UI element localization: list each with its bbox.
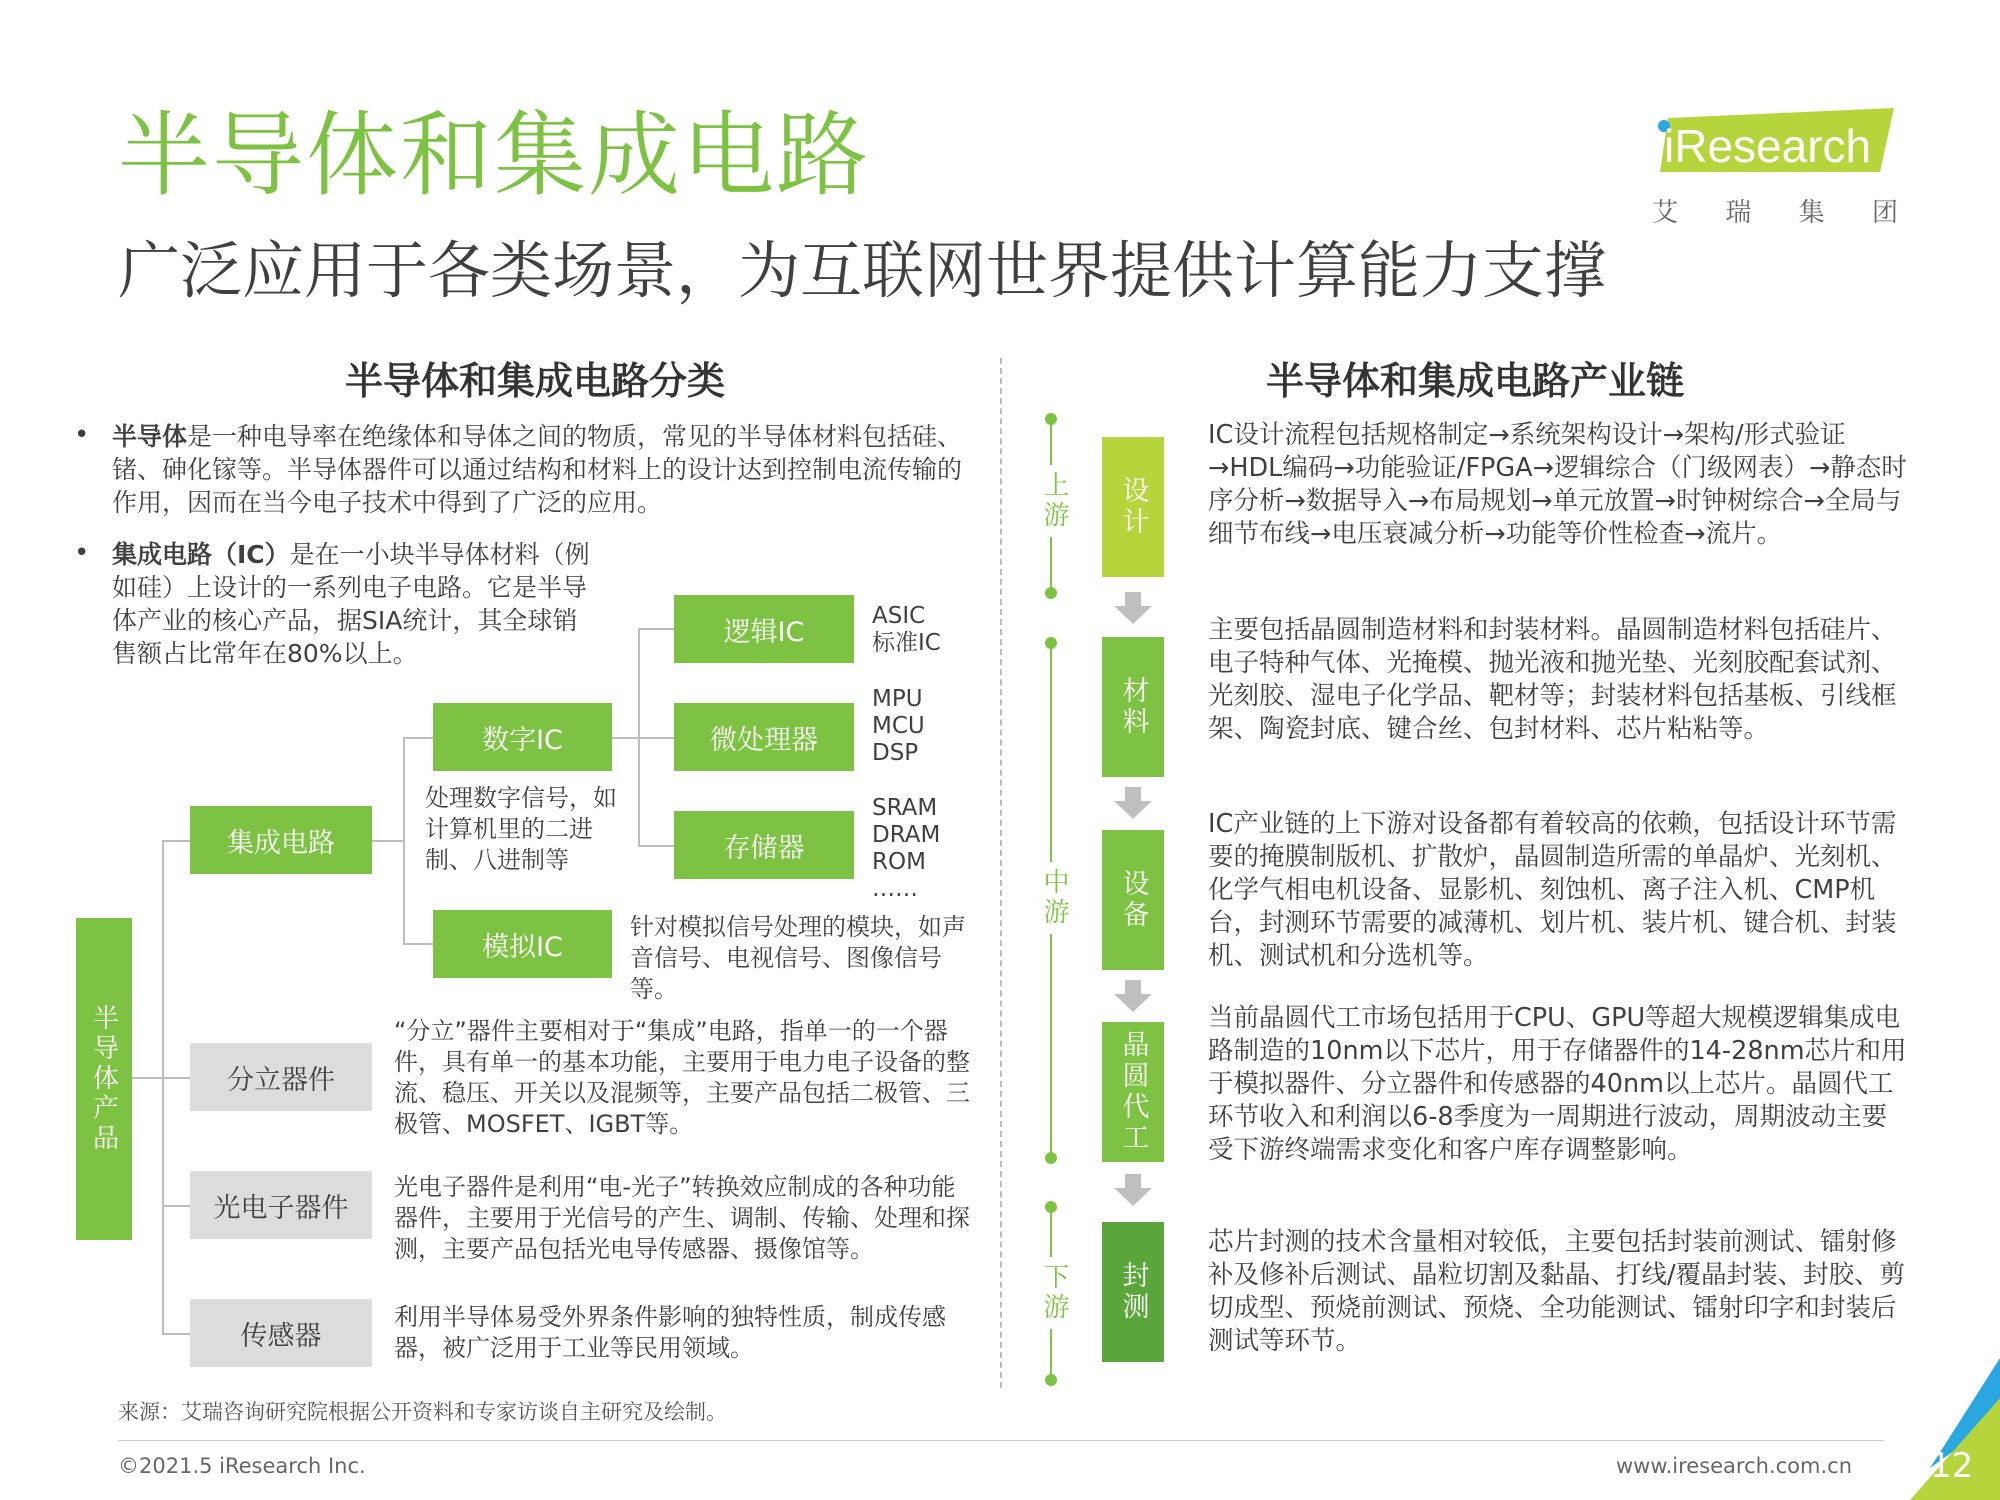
stage-dot [1045, 413, 1057, 425]
stage-dot [1045, 587, 1057, 599]
digital-ic-box: 数字IC [433, 703, 612, 771]
bullet-semiconductor [112, 420, 974, 519]
stage-downstream: 下游 [1036, 1257, 1073, 1329]
root-semiconductor-products: 半导体产品 [76, 918, 132, 1240]
footer-url: www.iresearch.com.cn [1616, 1454, 1853, 1478]
step-materials: 材料 [1102, 637, 1164, 777]
bullet-bold: 半导体 [112, 422, 188, 451]
bullet-dot: • [74, 420, 90, 450]
step-equipment: 设备 [1102, 830, 1164, 970]
connector-line [612, 737, 638, 739]
logic-ic-box: 逻辑IC [674, 595, 854, 663]
discrete-box: 分立器件 [190, 1043, 372, 1111]
bullet-bold: 集成电路（IC） [112, 540, 290, 569]
step-equipment-desc: IC产业链的上下游对设备都有着较高的依赖，包括设计环节需要的掩膜制版机、扩散炉，晶圆制造所需的单晶炉、光刻机、化学气相电机设备、显影机、刻蚀机、离子注入机、CMP机台，封测环节需要的减薄机、划片机、装片机、键合机、封装机、测试机和分选机等。 [1208, 809, 1897, 971]
sensor-box: 传感器 [190, 1299, 372, 1367]
stage-dot [1045, 1374, 1057, 1386]
bullet-ic [112, 538, 592, 670]
memory-box: 存储器 [674, 811, 854, 879]
stage-midstream: 中游 [1036, 862, 1073, 934]
right-section-title: 半导体和集成电路产业链 [1265, 359, 1684, 403]
logo-cn-char: 团 [1871, 198, 1898, 228]
bullet-dot: • [74, 538, 90, 568]
opto-desc: 光电子器件是利用“电-光子”转换效应制成的各种功能器件，主要用于光信号的产生、调制、传输、处理和探测，主要产品包括光电导传感器、摄像馆等。 [394, 1173, 970, 1263]
connector-line [162, 840, 164, 1334]
source-note: 来源：艾瑞咨询研究院根据公开资料和专家访谈自主研究及绘制。 [118, 1400, 727, 1424]
logo-text: iResearch [1664, 120, 1872, 172]
connector-line [162, 840, 190, 842]
logo-cn-char: 艾 [1652, 198, 1679, 228]
discrete-desc: “分立”器件主要相对于“集成”电路，指单一的一个器件，具有单一的基本功能，主要用于电力电子设备的整流、稳压、开关以及混频等，主要产品包括二极管、三极管、MOSFET、IGBT等。 [394, 1017, 970, 1138]
connector-line [638, 628, 674, 630]
logo-cn-char: 集 [1798, 198, 1825, 228]
step-foundry-desc: 当前晶圆代工市场包括用于CPU、GPU等超大规模逻辑集成电路制造的10nm以下芯片，用于存储器件的14-28nm芯片和用于模拟器件、分立器件和传感器的40nm以上芯片。晶圆代工环节收入和利润以6-8季度为一周期进行波动，周期波动主要受下游终端需求变化和客户库存调整影响。 [1208, 1003, 1907, 1165]
page-title: 半导体和集成电路 [118, 102, 871, 209]
logo-cn-char: 瑞 [1725, 198, 1752, 228]
bullet-text: 是一种电导率在绝缘体和导体之间的物质，常见的半导体材料包括硅、锗、砷化镓等。半导体器件可以通过结构和材料上的设计达到控制电流传输的作用，因而在当今电子技术中得到了广泛的应用。 [112, 422, 963, 517]
down-arrow-icon [1114, 787, 1152, 821]
ic-box: 集成电路 [190, 806, 372, 874]
logic-ic-items: ASIC 标准IC [872, 603, 941, 656]
step-packaging-desc: 芯片封测的技术含量相对较低，主要包括封装前测试、镭射修补及修补后测试、晶粒切割及黏晶、打线/覆晶封装、封胶、剪切成型、预烧前测试、预烧、全功能测试、镭射印字和封装后测试等环节。 [1208, 1227, 1906, 1356]
step-packaging-testing: 封测 [1102, 1222, 1164, 1362]
connector-line [372, 840, 404, 842]
analog-ic-box: 模拟IC [433, 910, 612, 978]
connector-line [162, 1077, 190, 1079]
step-foundry: 晶圆代工 [1102, 1022, 1164, 1162]
logo-cn [1652, 192, 1898, 229]
step-materials-desc: 主要包括晶圆制造材料和封装材料。晶圆制造材料包括硅片、电子特种气体、光掩模、抛光液和抛光垫、光刻胶配套试剂、光刻胶、湿电子化学品、靶材等；封装材料包括基板、引线框架、陶瓷封底、键合丝、包封材料、芯片粘粘等。 [1208, 615, 1897, 744]
sensor-desc: 利用半导体易受外界条件影响的独特性质，制成传感器，被广泛用于工业等民用领域。 [394, 1303, 946, 1362]
down-arrow-icon [1114, 592, 1152, 626]
connector-line [403, 737, 405, 945]
memory-items: SRAM DRAM ROM …… [872, 795, 941, 902]
page-number: 12 [1930, 1446, 1974, 1486]
connector-line [638, 737, 674, 739]
analog-ic-desc: 针对模拟信号处理的模块，如声音信号、电视信号、图像信号等。 [630, 913, 966, 1003]
stage-upstream: 上游 [1036, 465, 1073, 537]
step-design: 设计 [1102, 437, 1164, 577]
page-subtitle: 广泛应用于各类场景，为互联网世界提供计算能力支撑 [118, 234, 1607, 307]
digital-ic-desc: 处理数字信号，如计算机里的二进制、八进制等 [425, 784, 617, 874]
connector-line [638, 845, 674, 847]
mpu-items: MPU MCU DSP [872, 686, 925, 766]
microprocessor-box: 微处理器 [674, 703, 854, 771]
connector-line [403, 737, 433, 739]
bullet-text: 是在一小块半导体材料（例如硅）上设计的一系列电子电路。它是半导体产业的核心产品，据SIA统计，其全球销售额占比常年在80%以上。 [112, 540, 590, 668]
opto-box: 光电子器件 [190, 1171, 372, 1239]
stage-dot [1045, 1201, 1057, 1213]
connector-line [403, 943, 433, 945]
left-section-title: 半导体和集成电路分类 [344, 359, 725, 403]
connector-line [131, 1077, 163, 1079]
footer-divider [118, 1440, 1884, 1441]
down-arrow-icon [1114, 1174, 1152, 1208]
step-design-desc: IC设计流程包括规格制定→系统架构设计→架构/形式验证→HDL编码→功能验证/FPGA→逻辑综合（门级网表）→静态时序分析→数据导入→布局规划→单元放置→时钟树综合→全局与细节布线→电压衰减分析→功能等价性检查→流片。 [1208, 420, 1907, 549]
copyright: ©2021.5 iResearch Inc. [118, 1454, 366, 1478]
column-divider [1000, 358, 1002, 1388]
connector-line [162, 1205, 190, 1207]
stage-dot [1045, 1152, 1057, 1164]
connector-line [162, 1333, 190, 1335]
stage-dot [1045, 637, 1057, 649]
down-arrow-icon [1114, 980, 1152, 1014]
